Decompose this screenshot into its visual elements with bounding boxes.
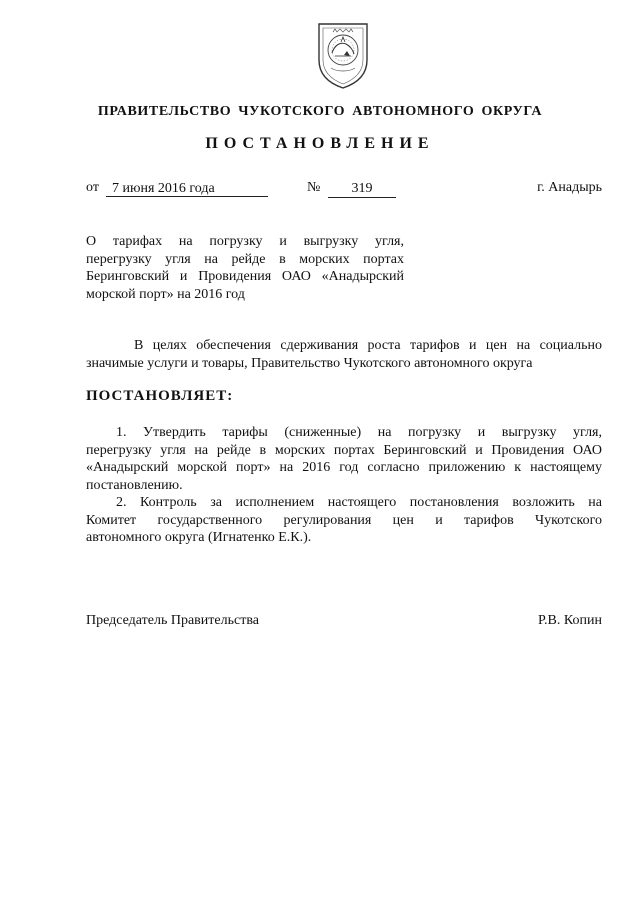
subject-line: морской порт» на 2016 год	[86, 286, 245, 302]
preamble-line: значимые услуги и товары, Правительство Чукотского автономного округа	[86, 356, 533, 371]
signatory-position: Председатель Правительства	[86, 613, 259, 628]
item-line: Комитет государственного регулирования цен и тарифов Чукотского	[86, 512, 602, 528]
preamble	[86, 337, 602, 373]
resolves-heading: ПОСТАНОВЛЯЕТ:	[86, 388, 234, 404]
item-line: 2. Контроль за исполнением настоящего постановления возложить на	[116, 495, 602, 510]
preamble-line: В целях обеспечения сдерживания роста тарифов и цен на социально	[134, 338, 602, 353]
resolution-items	[86, 424, 602, 547]
government-name: ПРАВИТЕЛЬСТВО ЧУКОТСКОГО АВТОНОМНОГО ОКРУГА	[97, 104, 543, 119]
resolution-item-2	[86, 494, 602, 547]
subject-line: Беринговский и Провидения ОАО «Анадырский	[86, 269, 404, 284]
city-name: г. Анадырь	[537, 180, 602, 195]
chukotka-coat-of-arms-icon	[313, 20, 373, 90]
resolution-item-1	[86, 424, 602, 494]
subject-line: перегрузку угля на рейде в морских портах	[86, 251, 404, 267]
document-date: 7 июня 2016 года	[106, 180, 268, 197]
document-type-title: ПОСТАНОВЛЕНИЕ	[205, 135, 435, 152]
document-number: 319	[328, 180, 396, 198]
item-line: постановлению.	[86, 477, 183, 493]
date-prefix: от	[86, 180, 99, 195]
item-line: автономного округа (Игнатенко Е.К.).	[86, 530, 312, 545]
signatory-name: Р.В. Копин	[538, 613, 602, 628]
item-line: «Анадырский морской порт» на 2016 год согласно приложению к настоящему	[86, 460, 602, 475]
item-line: 1. Утвердить тарифы (сниженные) на погрузку и выгрузку угля,	[116, 425, 602, 440]
number-sign: №	[307, 180, 321, 195]
document-subject	[86, 233, 404, 303]
item-line: перегрузку угля на рейде в морских портах Беринговский и Провидения ОАО	[86, 442, 602, 458]
subject-line: О тарифах на погрузку и выгрузку угля,	[86, 234, 404, 249]
